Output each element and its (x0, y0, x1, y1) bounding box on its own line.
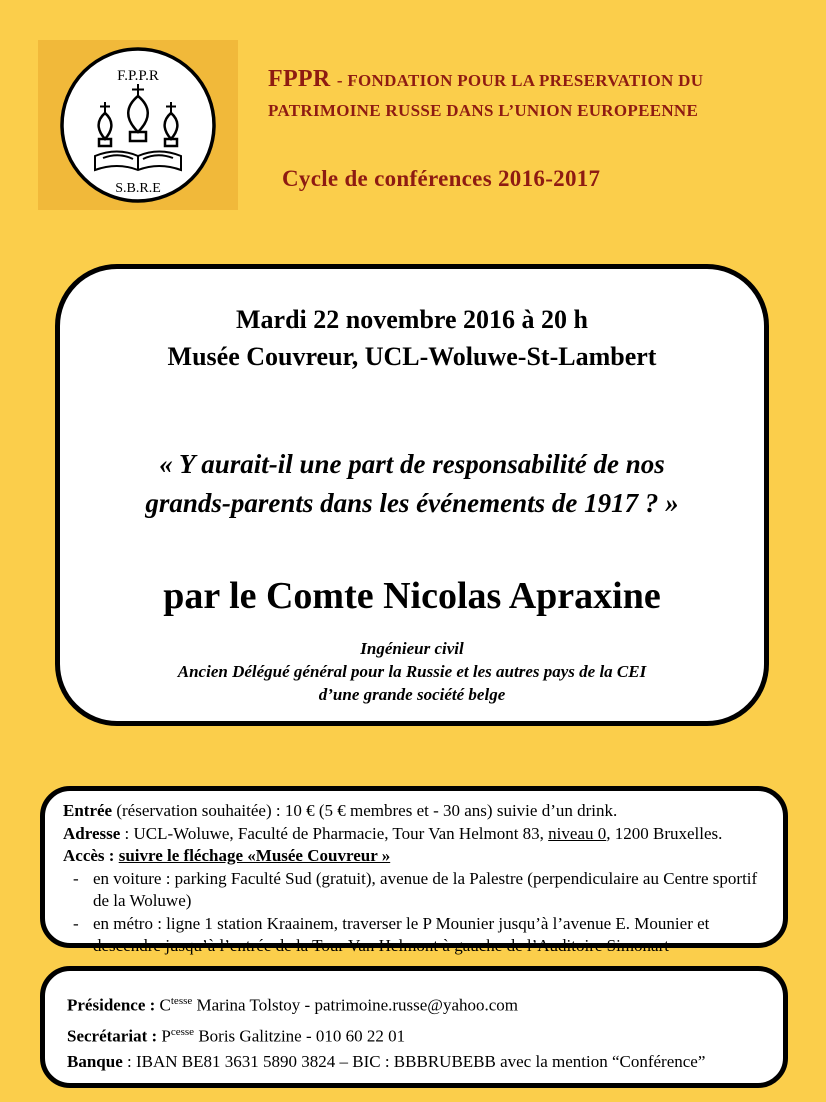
speaker-credential-2: Ancien Délégué général pour la Russie et les autres pays de la CEI (177, 662, 647, 681)
presidence-title-prefix: C (155, 995, 171, 1015)
secretariat-title-superscript: cesse (170, 1025, 195, 1038)
lecture-title (60, 445, 764, 523)
organisation-title (268, 64, 788, 126)
access-label: Accès (63, 846, 105, 865)
secretariat-contact: Boris Galitzine - 010 60 22 01 (194, 1026, 406, 1046)
announcement-box (55, 264, 769, 726)
practical-info-box (40, 786, 788, 955)
lecture-title-line1: « Y aurait-il une part de responsabilité de nos (159, 449, 665, 479)
secretariat-label: Secrétariat : (67, 1026, 158, 1046)
fppr-logo-background (38, 40, 238, 210)
address-text-1: : UCL-Woluwe, Faculté de Pharmacie, Tour Van Helmont 83, (120, 823, 549, 843)
address-text-2: , 1200 Bruxelles. (606, 823, 723, 843)
presidence-title-superscript: tesse (170, 995, 193, 1007)
access-separator: : (104, 846, 119, 865)
speaker-credential-3: d’une grande société belge (318, 685, 506, 704)
logo-top-text: F.P.P.R (117, 68, 159, 84)
entry-fee-text: (réservation souhaitée) : 10 € (5 € membres et - 30 ans) suivie d’un drink. (112, 801, 618, 820)
presidence-label: Présidence : (67, 995, 156, 1015)
event-venue: Musée Couvreur, UCL-Woluwe-St-Lambert (167, 342, 657, 371)
org-name-line2: PATRIMOINE RUSSE DANS L’UNION EUROPEENNE (268, 101, 699, 120)
logo-bottom-text: S.B.R.E (115, 181, 161, 196)
org-abbreviation: FPPR (268, 66, 337, 92)
bullet-dash: - (73, 868, 79, 888)
presidence-line (67, 988, 763, 1019)
lecture-title-line2: grands-parents dans les événements de 1917 ? » (145, 488, 679, 518)
presidence-contact: Marina Tolstoy - patrimoine.russe@yahoo.com (192, 995, 519, 1015)
access-by-metro-text: en métro : ligne 1 station Kraainem, traverser le P Mounier jusqu’à l’avenue E. Mounier et descendre jusqu’à l’entrée de la Tour Van Helmont à gauche de l’Auditoire Simonart (93, 913, 710, 955)
org-name-line1: - FONDATION POUR LA PRESERVATION DU (336, 71, 704, 90)
fppr-logo (57, 44, 219, 206)
bank-details: : IBAN BE81 3631 5890 3824 – BIC : BBBRUBEBB avec la mention “Conférence” (122, 1052, 706, 1072)
secretariat-title-prefix: P (157, 1026, 171, 1046)
entry-fee-label: Entrée (63, 801, 113, 820)
bank-label: Banque (67, 1052, 123, 1072)
contact-box (40, 966, 788, 1088)
entry-fee-line (63, 800, 767, 823)
address-label: Adresse (63, 823, 121, 843)
speaker-credentials (60, 637, 764, 706)
access-by-car-text: en voiture : parking Faculté Sud (gratuit), avenue de la Palestre (perpendiculaire au Centre sportif de la Woluwe) (93, 868, 758, 910)
conference-cycle-title: Cycle de conférences 2016-2017 (282, 166, 601, 191)
event-date: Mardi 22 novembre 2016 à 20 h (236, 305, 588, 334)
access-line (63, 845, 767, 868)
speaker-credential-1: Ingénieur civil (360, 639, 464, 658)
access-by-metro-item (63, 913, 767, 958)
speaker-name: par le Comte Nicolas Apraxine (163, 575, 661, 617)
secretariat-line (67, 1019, 763, 1050)
access-by-car-item (63, 868, 767, 913)
address-level: niveau 0 (548, 823, 607, 843)
access-signage: suivre le fléchage «Musée Couvreur » (118, 846, 391, 865)
address-line (63, 823, 767, 846)
bullet-dash: - (73, 913, 79, 933)
bank-line (67, 1049, 763, 1075)
